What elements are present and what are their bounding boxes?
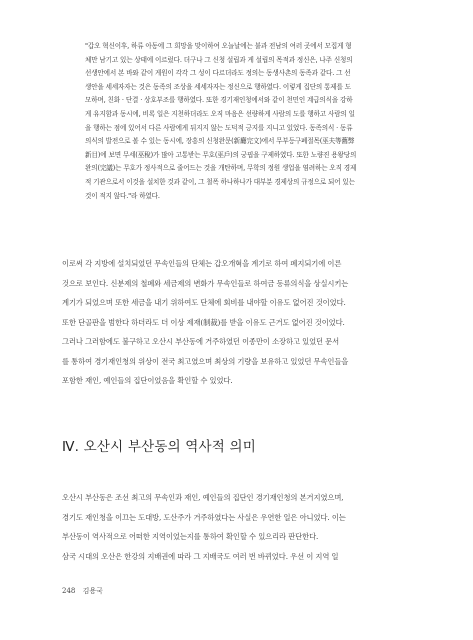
quote-line: 것이 적지 않다."라 하였다. (85, 191, 160, 200)
quote-line: 완의(完議)는 무호가 정사적으로 줄어드는 것을 개탄하며, 무학의 정원 생업을 염려하는 오직 경제 (85, 164, 357, 173)
paragraph-line: 오산시 부산동은 조선 최고의 무속인과 재인, 예인들의 집단인 경기재인청의 본거지였으며, (62, 493, 344, 502)
quote-line: 新目)에 보면 무세(巫稅)가 많아 고통받는 무호(巫戶)의 궁핍을 구제하였다. 또한 노량진 용왕당의 (85, 150, 357, 159)
section-heading: Ⅳ. 오산시 부산동의 역사적 의미 (62, 439, 257, 455)
quote-line: 모하며, 친화 · 단결 · 상호부조를 행하였다. 또한 경기재인청에서와 같이 천민인 계급의식을 강하 (85, 96, 353, 105)
quote-line: "갑오 혁신이후, 하류 아동에 그 희망을 맞이하여 오늘날에는 불과 전남의 여러 곳에서 모집게 형 (85, 42, 352, 50)
block-quote (85, 40, 403, 203)
quote-line: 게 유지함과 동시에, 비록 일은 지천하더라도 오직 마음은 선량하게 사람의 도를 행하고 사람의 일 (85, 109, 355, 118)
paragraph-line: 그러나 그러함에도 불구하고 오산시 부산동에 거주하였던 이종만이 소장하고 있었던 문서 (62, 337, 340, 346)
quote-line: 선생안에서 본 바와 같이 게원이 각각 그 성이 다르더라도 정의는 동생사촌의 동족과 같다. 그 선 (85, 69, 351, 78)
paragraph-line: 삼국 시대의 오산은 한강의 지배권에 따라 그 지배국도 여러 번 바뀌었다. 우선 이 지역 일 (62, 551, 339, 561)
paragraph-line: 경기도 재인청을 이끄는 도대방, 도산주가 거주하였다는 사실은 우연한 일은 아니었다. 이는 (62, 512, 346, 522)
paragraph-line: 부산동이 역사적으로 어떠한 지역이었는지를 통하여 확인할 수 있으리라 판단한다. (62, 532, 319, 541)
body-paragraph-2 (62, 332, 412, 391)
paragraph-line: 또한 단골판을 범한다 하더라도 더 이상 제재(制裁)를 받을 이유도 근거도 없어진 것이었다. (62, 317, 345, 327)
quote-line: 을 행하는 점에 있어서 다른 사람에게 뒤지지 않는 도덕적 긍지를 지니고 있었다. 동족의식 · 동류 (85, 123, 353, 132)
paragraph-line: 를 통하여 경기재인청의 위상이 전국 최고였으며 최상의 기량을 보유하고 있었던 무속인들을 (62, 356, 349, 366)
quote-line: 체만 남기고 있는 상태에 이르렀다. 더구나 그 신청 설립과 게 설립의 목적과 정신은, 나주 신청의 (85, 55, 353, 64)
paragraph-line: 계기가 되었으며 또한 세금을 내기 위하여도 단체에 회비를 내야할 이유도 없어진 것이었다. (62, 298, 346, 307)
author-name: 김용국 (82, 587, 103, 595)
paragraph-line: 것으로 보인다. 신분제의 철폐와 세금제의 변화가 무속인들로 하여금 동류의식을 상실시키는 (62, 278, 349, 288)
quote-line: 생안을 세세자자는 것은 동족의 조상을 세세자자는 정신으로 행하였다. 이렇게 집단의 통제를 도 (85, 82, 351, 91)
page-footer (62, 586, 103, 596)
page-number: 248 (62, 587, 76, 595)
quote-line: 의식의 발전으로 볼 수 있는 동시에, 장흥의 신청완문(新廳完文)에서 무부등구폐절목(巫夫等舊弊 (85, 137, 355, 146)
paragraph-line: 포함한 재인, 예인들의 집단이었음을 확인할 수 있었다. (62, 376, 233, 385)
body-paragraph-1 (62, 254, 412, 332)
paragraph-line: 이로써 각 지방에 설치되었던 무속인들의 단체는 갑오개혁을 계기로 하여 폐지되기에 이른 (62, 259, 342, 268)
body-paragraph-3 (62, 488, 412, 566)
quote-line: 적 기관으로서 이것을 설치한 것과 같이, 그 철폭 하나하나가 대부분 경제상의 규정으로 되어 있는 (85, 177, 355, 186)
